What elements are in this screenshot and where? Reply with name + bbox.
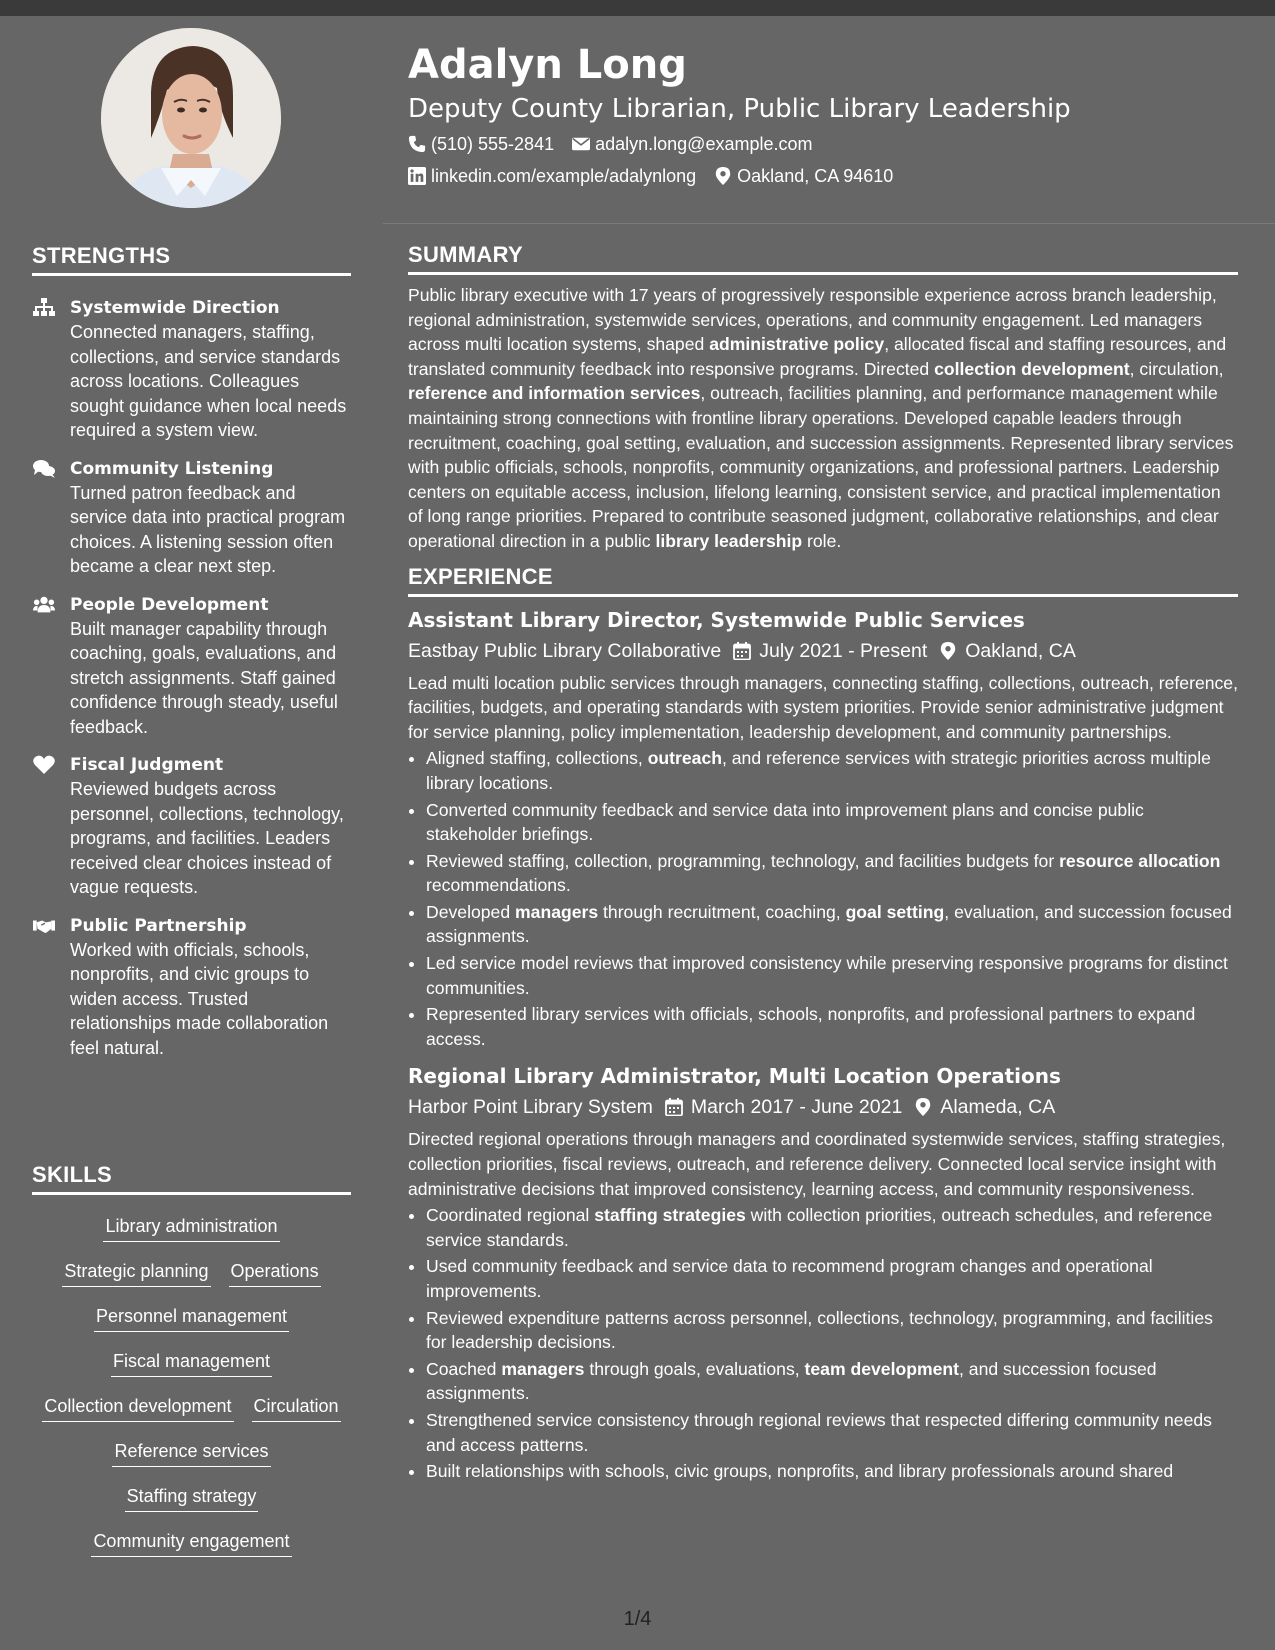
job-entry	[408, 1061, 1238, 1483]
skill-tag: Collection development	[42, 1394, 233, 1422]
job-bullet	[426, 1254, 1238, 1303]
text-run: , circulation,	[1129, 358, 1224, 379]
strength-title: Community Listening	[70, 458, 274, 479]
linkedin-text: linkedin.com/example/adalynlong	[431, 165, 697, 186]
text-run: role.	[802, 530, 842, 551]
strengths-list	[32, 296, 351, 1074]
bold-keyword: staffing strategies	[594, 1205, 746, 1226]
text-run: Strengthened service consistency through regional reviews that respected differing community needs and access patterns.	[426, 1409, 1212, 1455]
text-run: Reviewed staffing, collection, programming, technology, and facilities budgets for	[426, 850, 1060, 871]
job-dates	[665, 1091, 902, 1123]
strength-title: Systemwide Direction	[70, 298, 280, 318]
page-number: 1/4	[623, 1608, 652, 1630]
job-bullets	[408, 1203, 1238, 1484]
job-meta	[408, 1091, 1238, 1123]
job-bullet	[426, 1306, 1238, 1355]
bold-keyword: goal setting	[845, 901, 945, 922]
email-text: adalyn.long@example.com	[595, 133, 813, 154]
strength-description: Turned patron feedback and service data into practical program choices. A listening session often became a clear next step.	[70, 482, 346, 576]
job-bullet	[426, 1357, 1238, 1406]
envelope-icon	[572, 135, 590, 153]
header-divider	[383, 223, 1275, 224]
job-location-text: Alameda, CA	[940, 1096, 1056, 1119]
text-run: Built relationships with schools, civic groups, nonprofits, and library professionals around shared	[426, 1461, 1174, 1482]
text-run: Converted community feedback and service data into improvement plans and concise public stakeholder briefings.	[426, 799, 1144, 845]
skill-tag: Strategic planning	[62, 1259, 210, 1287]
map-marker-icon	[939, 642, 957, 660]
strength-description: Worked with officials, schools, nonprofits, and civic groups to widen access. Trusted relationships made collaboration feel natural.	[70, 939, 329, 1058]
text-run: Used community feedback and service data to recommend program changes and operational improvements.	[426, 1256, 1153, 1301]
map-marker-icon	[714, 167, 732, 185]
strength-title: Public Partnership	[70, 915, 247, 936]
contact-phone	[408, 134, 554, 155]
job-title: Assistant Library Director, Systemwide Public Services	[408, 607, 1025, 632]
job-bullet	[426, 1203, 1238, 1252]
job-location	[914, 1091, 1055, 1123]
phone-icon	[408, 135, 426, 153]
skill-row	[32, 1304, 351, 1349]
skill-row	[32, 1529, 351, 1574]
text-run: Coached	[426, 1358, 502, 1379]
location-text: Oakland, CA 94610	[737, 165, 894, 186]
job-bullet	[426, 1002, 1238, 1051]
text-run: , outreach, facilities planning, and performance management while maintaining strong connections with frontline library operations. Developed capable leaders through recruitment, coaching, goal setting, evaluation, and succession assignments. Represented library services with public officials, schools, nonprofits, community organizations, and professional partners. Leadership centers on equitable access, inclusion, lifelong learning, consistent service, and practical implementation of long range priorities. Prepared to contribute seasoned judgment, collaborative relationships, and clear operational direction in a public	[408, 383, 1234, 551]
bold-keyword: administrative policy	[709, 334, 885, 355]
job-bullet	[426, 746, 1238, 795]
skill-row	[32, 1259, 351, 1304]
skill-tag: Library administration	[103, 1214, 279, 1242]
strength-item	[32, 753, 351, 900]
job-bullet	[426, 1459, 1238, 1484]
bold-keyword: collection development	[934, 358, 1130, 379]
job-title: Regional Library Administrator, Multi Location Operations	[408, 1064, 1061, 1089]
bold-keyword: managers	[515, 901, 599, 922]
candidate-title: Deputy County Librarian, Public Library Leadership	[408, 94, 1071, 124]
job-organization: Eastbay Public Library Collaborative	[408, 639, 722, 662]
text-run: , and reference services with strategic priorities across multiple library locations.	[426, 748, 1211, 793]
summary-heading: SUMMARY	[408, 242, 1238, 275]
profile-photo	[101, 28, 281, 208]
job-bullet	[426, 798, 1238, 847]
job-bullets	[408, 746, 1238, 1051]
job-bullet	[426, 900, 1238, 949]
strengths-heading: STRENGTHS	[32, 243, 351, 276]
job-description: Lead multi location public services through managers, connecting staffing, collections, outreach, reference, facilities, budgets, and operating standards with system priorities. Provide senior administrative judgment for service planning, policy implementation, leadership development, and community partnerships.	[408, 672, 1238, 742]
heart-icon	[32, 755, 56, 775]
strength-item	[32, 593, 351, 740]
text-run: , evaluation, and succession focused assignments.	[426, 901, 1232, 947]
text-run: , allocated fiscal and staffing resources, and translated community feedback into responsive programs. Directed	[408, 334, 1227, 379]
contact-line	[408, 128, 1238, 160]
portrait-illustration	[101, 28, 281, 208]
skill-tag: Staffing strategy	[125, 1484, 259, 1512]
contact-email[interactable]	[572, 134, 812, 155]
skill-tag: Reference services	[112, 1439, 270, 1467]
bold-keyword: team development	[804, 1358, 960, 1379]
skills-heading: SKILLS	[32, 1162, 351, 1195]
job-location-text: Oakland, CA	[965, 639, 1076, 662]
text-run: Represented library services with officials, schools, nonprofits, and professional partners to expand access.	[426, 1004, 1196, 1049]
text-run: Developed	[426, 901, 516, 922]
strength-description: Built manager capability through coaching, goals, evaluations, and stretch assignments. Staff gained confidence through steady, useful feedback.	[70, 618, 338, 737]
job-bullet	[426, 1408, 1238, 1457]
summary-text	[408, 283, 1238, 554]
strength-item	[32, 296, 351, 443]
skill-tag: Fiscal management	[111, 1349, 272, 1377]
text-run: Aligned staffing, collections,	[426, 748, 648, 769]
skill-tag: Personnel management	[94, 1304, 289, 1332]
text-run: through goals, evaluations,	[584, 1358, 805, 1379]
skill-tag: Community engagement	[91, 1529, 291, 1557]
strength-item	[32, 914, 351, 1061]
linkedin-icon	[408, 167, 426, 185]
text-run: Reviewed expenditure patterns across personnel, collections, technology, programming, and facilities for leadership decisions.	[426, 1307, 1213, 1353]
text-run: recommendations.	[426, 875, 571, 896]
contact-line	[408, 160, 1238, 192]
job-description: Directed regional operations through managers and coordinated systemwide services, staffing strategies, collection priorities, fiscal reviews, outreach, and reference delivery. Connected local service insight with administrative decisions that improved consistency, learning access, and community responsiveness.	[408, 1129, 1226, 1199]
job-dates-text: March 2017 - June 2021	[690, 1096, 903, 1119]
resume-header	[408, 40, 1238, 192]
strength-description: Reviewed budgets across personnel, collections, technology, programs, and facilities. Leaders received clear choices instead of vague requests.	[70, 779, 344, 897]
job-entry	[408, 605, 1238, 1052]
bold-keyword: resource allocation	[1059, 850, 1221, 871]
skills-list	[32, 1214, 351, 1574]
job-organization: Harbor Point Library System	[408, 1096, 653, 1119]
skill-tag: Circulation	[252, 1394, 341, 1422]
job-bullet	[426, 849, 1238, 898]
skill-row	[32, 1349, 351, 1394]
job-meta	[408, 635, 1238, 667]
handshake-icon	[32, 916, 56, 936]
job-dates	[733, 635, 927, 667]
calendar-icon	[665, 1098, 683, 1116]
text-run: Public library executive with 17 years of progressively responsible experience across branch leadership, regional administration, systemwide services, operations, and community engagement. Led managers across multi location systems, shaped	[408, 285, 1217, 355]
skill-row	[32, 1439, 351, 1484]
bold-keyword: reference and information services	[408, 383, 701, 404]
skill-row	[32, 1394, 351, 1439]
text-run: Coordinated regional	[426, 1205, 595, 1226]
job-bullet	[426, 951, 1238, 1000]
resume-page	[0, 16, 1275, 1650]
text-run: Led service model reviews that improved consistency while preserving responsive programs for distinct communities.	[426, 953, 1228, 998]
map-marker-icon	[914, 1098, 932, 1116]
contact-location	[714, 166, 893, 187]
bold-keyword: outreach	[647, 748, 722, 769]
main-content	[408, 242, 1238, 1486]
calendar-icon	[733, 642, 751, 660]
text-run: , and succession focused assignments.	[426, 1358, 1157, 1404]
sitemap-icon	[32, 298, 56, 318]
strength-title: People Development	[70, 594, 269, 615]
skill-row	[32, 1484, 351, 1529]
strength-title: Fiscal Judgment	[70, 755, 224, 775]
skill-tag: Operations	[229, 1259, 321, 1287]
job-location	[939, 635, 1076, 667]
text-run: through recruitment, coaching,	[598, 901, 846, 922]
job-dates-text: July 2021 - Present	[759, 639, 928, 662]
comments-icon	[32, 459, 56, 479]
contact-linkedin[interactable]	[408, 166, 696, 187]
bold-keyword: library leadership	[655, 530, 803, 551]
text-run: with collection priorities, outreach schedules, and reference service standards.	[426, 1205, 1213, 1250]
strength-item	[32, 457, 351, 579]
users-icon	[32, 595, 56, 615]
candidate-name: Adalyn Long	[408, 42, 687, 88]
bold-keyword: managers	[501, 1358, 585, 1379]
skill-row	[32, 1214, 351, 1259]
experience-heading: EXPERIENCE	[408, 564, 1238, 597]
strength-description: Connected managers, staffing, collections, and service standards across locations. Colleagues sought guidance when local needs required a system view.	[70, 322, 347, 440]
phone-text: (510) 555-2841	[431, 133, 555, 154]
